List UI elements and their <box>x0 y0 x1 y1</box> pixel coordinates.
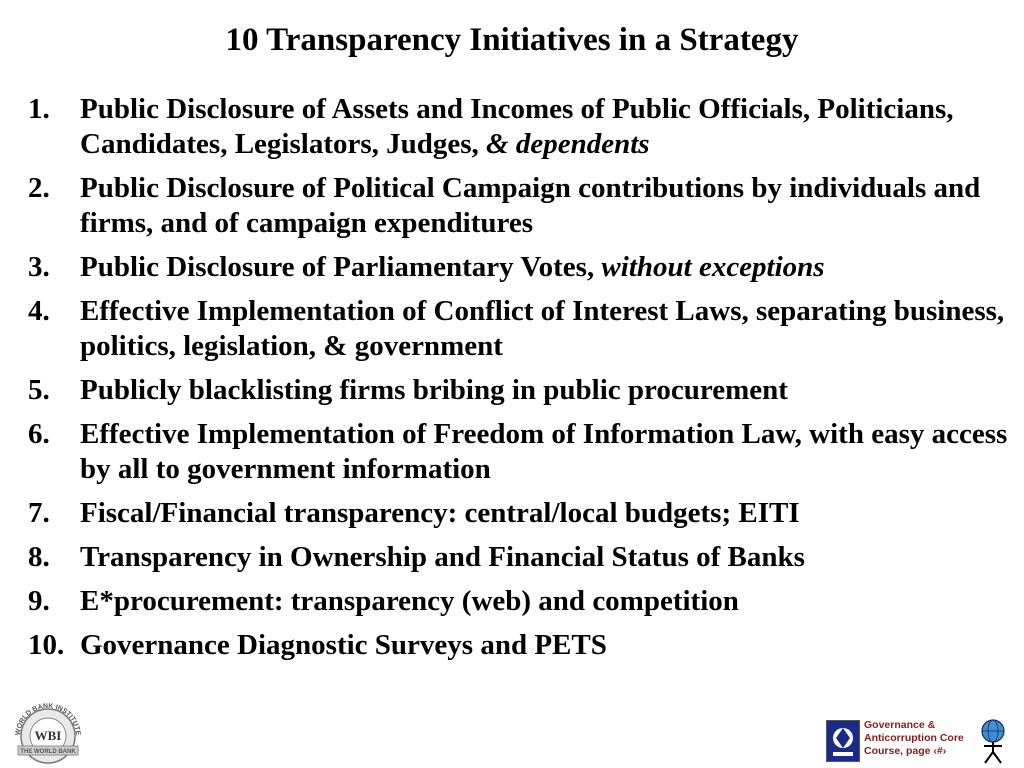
wbi-band-text: THE WORLD BANK <box>20 749 76 755</box>
item-text-main: Public Disclosure of Assets and Incomes of Public Officials, Politicians, Candidates, Legislators, Judges, <box>80 93 954 160</box>
item-text <box>80 250 1018 285</box>
list-item <box>28 92 1018 162</box>
list-item <box>28 171 1018 241</box>
item-text-emphasis: without exceptions <box>601 251 825 283</box>
item-text: Transparency in Ownership and Financial Status of Banks <box>80 541 805 573</box>
item-text: E*procurement: transparency (web) and competition <box>80 585 739 617</box>
list-item <box>28 628 1018 663</box>
item-text: Public Disclosure of Political Campaign contributions by individuals and firms, and of campaign expenditures <box>80 172 981 239</box>
item-number: 2. <box>28 172 50 204</box>
footer-text <box>864 719 984 758</box>
item-number: 8. <box>28 541 50 573</box>
list-item <box>28 496 1018 531</box>
wbi-logo-icon <box>8 702 88 764</box>
footer-line-1: Governance & <box>864 719 936 731</box>
item-number: 7. <box>28 497 50 529</box>
footer-line-3: Course, page ‹#› <box>864 745 947 757</box>
wbi-center-text: WBI <box>34 728 62 743</box>
item-number: 9. <box>28 585 50 617</box>
list-item <box>28 540 1018 575</box>
wbi-ring-text: WORLD BANK INSTITUTE <box>14 702 82 736</box>
globe-figure-icon <box>976 718 1010 764</box>
item-number: 4. <box>28 295 50 327</box>
item-text <box>80 92 1018 162</box>
footer <box>826 718 1018 764</box>
slide-title: 10 Transparency Initiatives in a Strategy <box>225 22 799 58</box>
item-text: Publicly blacklisting firms bribing in public procurement <box>80 374 788 406</box>
initiatives-list <box>28 92 1018 672</box>
item-text-emphasis: & dependents <box>486 128 650 160</box>
list-item <box>28 373 1018 408</box>
item-number: 6. <box>28 418 50 450</box>
item-number: 1. <box>28 93 50 125</box>
governance-emblem-icon <box>826 720 860 762</box>
item-number: 3. <box>28 251 50 283</box>
list-item <box>28 250 1018 285</box>
item-number: 10. <box>28 629 65 661</box>
item-text: Effective Implementation of Conflict of Interest Laws, separating business, politics, legislation, & government <box>80 295 1005 362</box>
footer-line-2: Anticorruption Core <box>864 732 964 744</box>
list-item <box>28 584 1018 619</box>
item-text: Governance Diagnostic Surveys and PETS <box>80 629 607 661</box>
list-item <box>28 294 1018 364</box>
item-number: 5. <box>28 374 50 406</box>
item-text: Fiscal/Financial transparency: central/local budgets; EITI <box>80 497 800 529</box>
item-text: Effective Implementation of Freedom of Information Law, with easy access by all to government information <box>80 418 1008 485</box>
list-item <box>28 417 1018 487</box>
item-text-main: Public Disclosure of Parliamentary Votes, <box>80 251 602 283</box>
